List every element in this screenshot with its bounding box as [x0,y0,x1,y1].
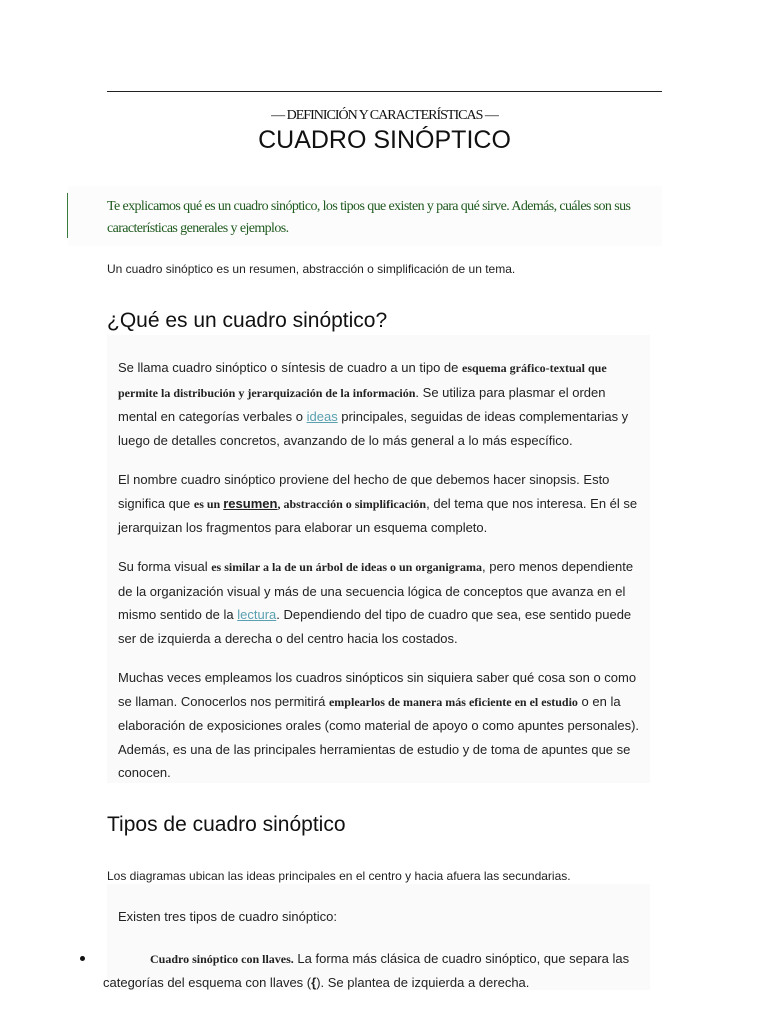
brace-glyph: { [311,975,317,990]
list-bullet [80,956,85,961]
p1-text-d: principales, seguidas de ideas complementarias y luego de detalles concretos, avanzando de lo más general a lo más específico. [118,409,629,448]
p4-text-c: o en la elaboración de exposiciones orales (como material de apoyo o como apuntes personales). Además, es una de las principales herramientas de estudio y de toma de apuntes que se conocen. [118,693,640,780]
p4-bold: emplearlos de manera más eficiente en el estudio [328,694,578,709]
image-caption-2: Los diagramas ubican las ideas principales en el centro y hacia afuera las secundarias. [107,869,571,883]
p1-bold: esquema gráfico-textual que permite la distribución y jerarquización de la información [118,361,607,400]
p4-text-a: Muchas veces empleamos los cuadros sinópticos sin siquiera saber qué cosa son o como se llaman. Conocerlos nos permitirá [118,670,637,709]
p3-bold: es similar a la de un árbol de ideas o un organigrama [211,560,482,574]
p2-text-a: El nombre cuadro sinóptico proviene del hecho de que debemos hacer sinopsis. Esto significa que [118,472,610,511]
p3-text-d: . Dependiendo del tipo de cuadro que sea, ese sentido puede ser de izquierda a derecha o del centro hacia los costados. [118,607,632,646]
header-rule [107,91,662,92]
paragraph-3 [118,555,640,650]
link-ideas[interactable]: ideas [306,409,338,424]
p1-text-c: . Se utiliza para plasmar el orden mental en categorías verbales o [118,384,606,424]
item1-bold: Cuadro sinóptico con llaves. [150,952,294,966]
paragraph-2 [118,468,640,540]
section-heading-tipos: Tipos de cuadro sinóptico [107,813,346,836]
image-caption-1: Un cuadro sinóptico es un resumen, abstracción o simplificación de un tema. [107,262,516,276]
paragraph-1 [118,356,640,452]
section-heading-que-es: ¿Qué es un cuadro sinóptico? [107,309,388,332]
article-title: CUADRO SINÓPTICO [258,126,511,154]
link-lectura[interactable]: lectura [237,607,277,622]
item1-text-a: La forma más clásica de cuadro sinóptico, que separa las categorías del esquema con llaves ( [103,951,630,990]
types-intro: Existen tres tipos de cuadro sinóptico: [118,909,337,924]
p2-bold-2: , abstracción o simplificación [277,496,427,511]
p2-underlined-resumen: resumen [223,495,278,511]
item1-text-c: ). Se plantea de izquierda a derecha. [316,975,530,990]
p2-bold-1: es un [193,496,224,511]
p3-text-c: , pero menos dependiente de la organización visual y más de una secuencia lógica de conceptos que avanza en el mismo sentido de la [118,559,634,622]
p1-text-a: Se llama cuadro sinóptico o síntesis de cuadro a un tipo de [118,360,462,375]
article-kicker: — DEFINICIÓN Y CARACTERÍSTICAS — [271,108,498,123]
article-lead: Te explicamos qué es un cuadro sinóptico, los tipos que existen y para qué sirve. Además, cuáles son sus características generales y ejemplos. [107,199,631,236]
list-item-llaves [103,947,653,995]
lead-accent-bar [67,193,68,238]
p3-text-a: Su forma visual [118,559,212,574]
paragraph-4 [118,666,640,785]
p2-text-c: , del tema que nos interesa. En él se jerarquizan los fragmentos para elaborar un esquema completo. [118,495,638,535]
